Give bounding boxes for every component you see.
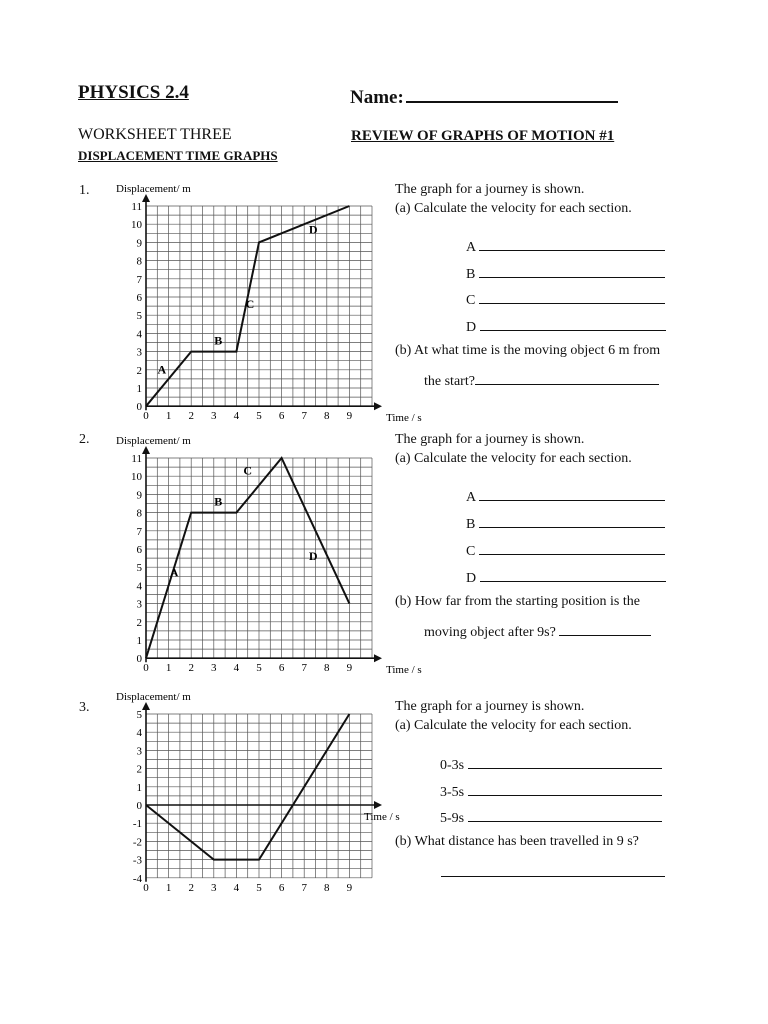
y-tick-label: 0: [136, 800, 142, 812]
x-tick-label: 1: [165, 410, 172, 423]
x-tick-label: 1: [165, 662, 172, 675]
answer-label: 0-3s: [440, 758, 465, 773]
answer-label: 5-9s: [440, 811, 465, 826]
question-number: 1.: [79, 183, 90, 198]
x-tick-label: 1: [165, 881, 172, 894]
y-tick-label: 7: [136, 525, 142, 538]
y-tick-label: -1: [132, 818, 142, 831]
answer-row[interactable]: [440, 754, 662, 774]
question-part-a: (a) Calculate the velocity for each section.: [395, 451, 632, 466]
chart-3: [98, 688, 408, 938]
x-tick-label: 0: [143, 881, 149, 894]
question-number: 3.: [79, 700, 90, 715]
answer-row[interactable]: [466, 289, 665, 309]
y-axis-arrow: [142, 446, 150, 454]
answer-row[interactable]: [466, 513, 665, 533]
x-tick-label: 7: [301, 662, 307, 675]
answer-label: C: [466, 544, 476, 559]
y-tick-label: 4: [136, 580, 142, 593]
section-label: D: [308, 548, 318, 563]
question-part-b-text: moving object after 9s?: [424, 625, 556, 640]
answer-row[interactable]: [440, 807, 662, 827]
question-part-b-text: the start?: [424, 374, 475, 389]
x-tick-label: 6: [278, 410, 285, 423]
x-tick-label: 5: [256, 881, 262, 894]
answer-blank[interactable]: [479, 236, 665, 251]
question-part-a: (a) Calculate the velocity for each section.: [395, 718, 632, 733]
section-label: B: [214, 333, 223, 348]
answer-label: A: [466, 240, 476, 255]
y-tick-label: 2: [136, 763, 142, 776]
x-tick-label: 7: [301, 881, 307, 894]
y-tick-label: 5: [136, 709, 142, 721]
y-tick-label: 0: [136, 401, 142, 414]
x-tick-label: 4: [233, 881, 240, 894]
y-tick-label: 9: [136, 489, 142, 502]
review-title: REVIEW OF GRAPHS OF MOTION #1: [351, 128, 615, 144]
answer-label: D: [466, 571, 477, 586]
x-axis-arrow: [374, 801, 382, 809]
y-axis-label: Displacement/ m: [116, 183, 191, 195]
section-label: A: [169, 565, 179, 580]
answer-blank[interactable]: [559, 621, 651, 636]
chart-2: [98, 432, 422, 682]
x-tick-label: 9: [346, 881, 353, 894]
answer-label: B: [466, 267, 476, 282]
answer-blank[interactable]: [480, 567, 666, 582]
question-part-b-cont[interactable]: [424, 370, 659, 390]
y-tick-label: 4: [136, 727, 142, 740]
x-tick-label: 4: [233, 662, 240, 675]
x-tick-label: 6: [278, 662, 285, 675]
x-tick-label: 0: [143, 410, 149, 423]
x-tick-label: 2: [188, 662, 194, 675]
x-tick-label: 8: [324, 410, 330, 423]
section-subtitle: DISPLACEMENT TIME GRAPHS: [78, 148, 278, 163]
question-part-b: (b) What distance has been travelled in 9 s?: [395, 834, 639, 849]
y-tick-label: 8: [136, 255, 142, 268]
y-tick-label: 5: [136, 310, 142, 323]
answer-blank[interactable]: [468, 754, 662, 769]
answer-label: B: [466, 517, 476, 532]
answer-blank[interactable]: [479, 289, 665, 304]
answer-label: A: [466, 490, 476, 505]
y-axis-label: Displacement/ m: [116, 691, 191, 703]
x-axis-label: Time / s: [386, 664, 422, 677]
x-tick-label: 9: [346, 662, 353, 675]
y-tick-label: 0: [136, 653, 142, 666]
question-intro: The graph for a journey is shown.: [395, 432, 585, 447]
y-axis-label: Displacement/ m: [116, 435, 191, 447]
x-tick-label: 5: [256, 410, 262, 423]
question-part-b: (b) How far from the starting position is the: [395, 594, 640, 609]
y-axis-arrow: [142, 702, 150, 710]
answer-row[interactable]: [440, 781, 662, 801]
answer-blank[interactable]: [479, 486, 665, 501]
question-part-b-cont[interactable]: [424, 621, 651, 641]
answer-blank[interactable]: [468, 781, 662, 796]
answer-blank[interactable]: [479, 540, 665, 555]
y-tick-label: 1: [136, 635, 142, 647]
x-axis-arrow: [374, 654, 382, 662]
x-tick-label: 3: [211, 881, 217, 894]
name-field[interactable]: [350, 82, 618, 109]
section-label: D: [308, 222, 318, 237]
name-blank[interactable]: [406, 82, 618, 103]
y-tick-label: -4: [132, 872, 142, 885]
x-tick-label: 8: [324, 662, 330, 675]
section-label: C: [243, 463, 253, 478]
y-tick-label: 6: [136, 544, 142, 556]
y-tick-label: -2: [132, 836, 142, 849]
y-tick-label: 7: [136, 273, 142, 286]
x-axis-label: Time / s: [386, 412, 422, 425]
y-tick-label: 1: [136, 383, 142, 395]
y-tick-label: 8: [136, 507, 142, 520]
x-tick-label: 5: [256, 662, 262, 675]
section-label: C: [245, 296, 255, 311]
answer-blank[interactable]: [479, 263, 665, 278]
y-tick-label: 2: [136, 616, 142, 629]
y-tick-label: 6: [136, 292, 142, 304]
y-tick-label: 10: [131, 219, 142, 232]
chart-1: [98, 180, 422, 430]
question-part-a: (a) Calculate the velocity for each section.: [395, 201, 632, 216]
x-tick-label: 4: [233, 410, 240, 423]
y-axis-arrow: [142, 194, 150, 202]
answer-row[interactable]: [466, 263, 665, 283]
x-tick-label: 2: [188, 881, 194, 894]
question-intro: The graph for a journey is shown.: [395, 699, 585, 714]
x-tick-label: 0: [143, 662, 149, 675]
answer-blank[interactable]: [468, 807, 662, 822]
answer-row[interactable]: [466, 567, 666, 587]
answer-row[interactable]: [466, 316, 666, 336]
answer-row[interactable]: [466, 540, 665, 560]
question-part-b: (b) At what time is the moving object 6 m from: [395, 343, 661, 358]
x-tick-label: 3: [211, 662, 217, 675]
answer-blank[interactable]: [480, 316, 666, 331]
y-tick-label: 11: [131, 453, 142, 465]
question-intro: The graph for a journey is shown.: [395, 182, 585, 197]
y-tick-label: 3: [136, 598, 142, 611]
answer-label: 3-5s: [440, 785, 465, 800]
x-tick-label: 6: [278, 881, 285, 894]
y-tick-label: 4: [136, 328, 142, 341]
name-label: Name:: [350, 87, 404, 108]
answer-label: C: [466, 293, 476, 308]
y-tick-label: 10: [131, 471, 142, 484]
y-tick-label: 11: [131, 201, 142, 213]
x-tick-label: 8: [324, 881, 330, 894]
y-tick-label: 2: [136, 364, 142, 377]
answer-row[interactable]: [466, 236, 665, 256]
y-tick-label: 3: [136, 745, 142, 758]
y-tick-label: -3: [132, 854, 142, 867]
y-tick-label: 9: [136, 237, 142, 250]
section-label: B: [214, 494, 223, 509]
x-axis-arrow: [374, 402, 382, 410]
question-number: 2.: [79, 432, 90, 447]
x-tick-label: 9: [346, 410, 353, 423]
answer-blank[interactable]: [479, 513, 665, 528]
section-label: A: [157, 362, 167, 377]
x-tick-label: 7: [301, 410, 307, 423]
answer-blank[interactable]: [475, 370, 659, 385]
y-tick-label: 3: [136, 346, 142, 359]
x-axis-label: Time / s: [364, 811, 400, 823]
answer-label: D: [466, 320, 477, 335]
worksheet-label: WORKSHEET THREE: [78, 126, 232, 143]
y-tick-label: 5: [136, 562, 142, 575]
answer-blank[interactable]: [441, 862, 665, 877]
physics-title: PHYSICS 2.4: [78, 82, 189, 103]
y-tick-label: 1: [136, 781, 142, 794]
x-tick-label: 2: [188, 410, 194, 423]
x-tick-label: 3: [211, 410, 217, 423]
answer-row[interactable]: [466, 486, 665, 506]
